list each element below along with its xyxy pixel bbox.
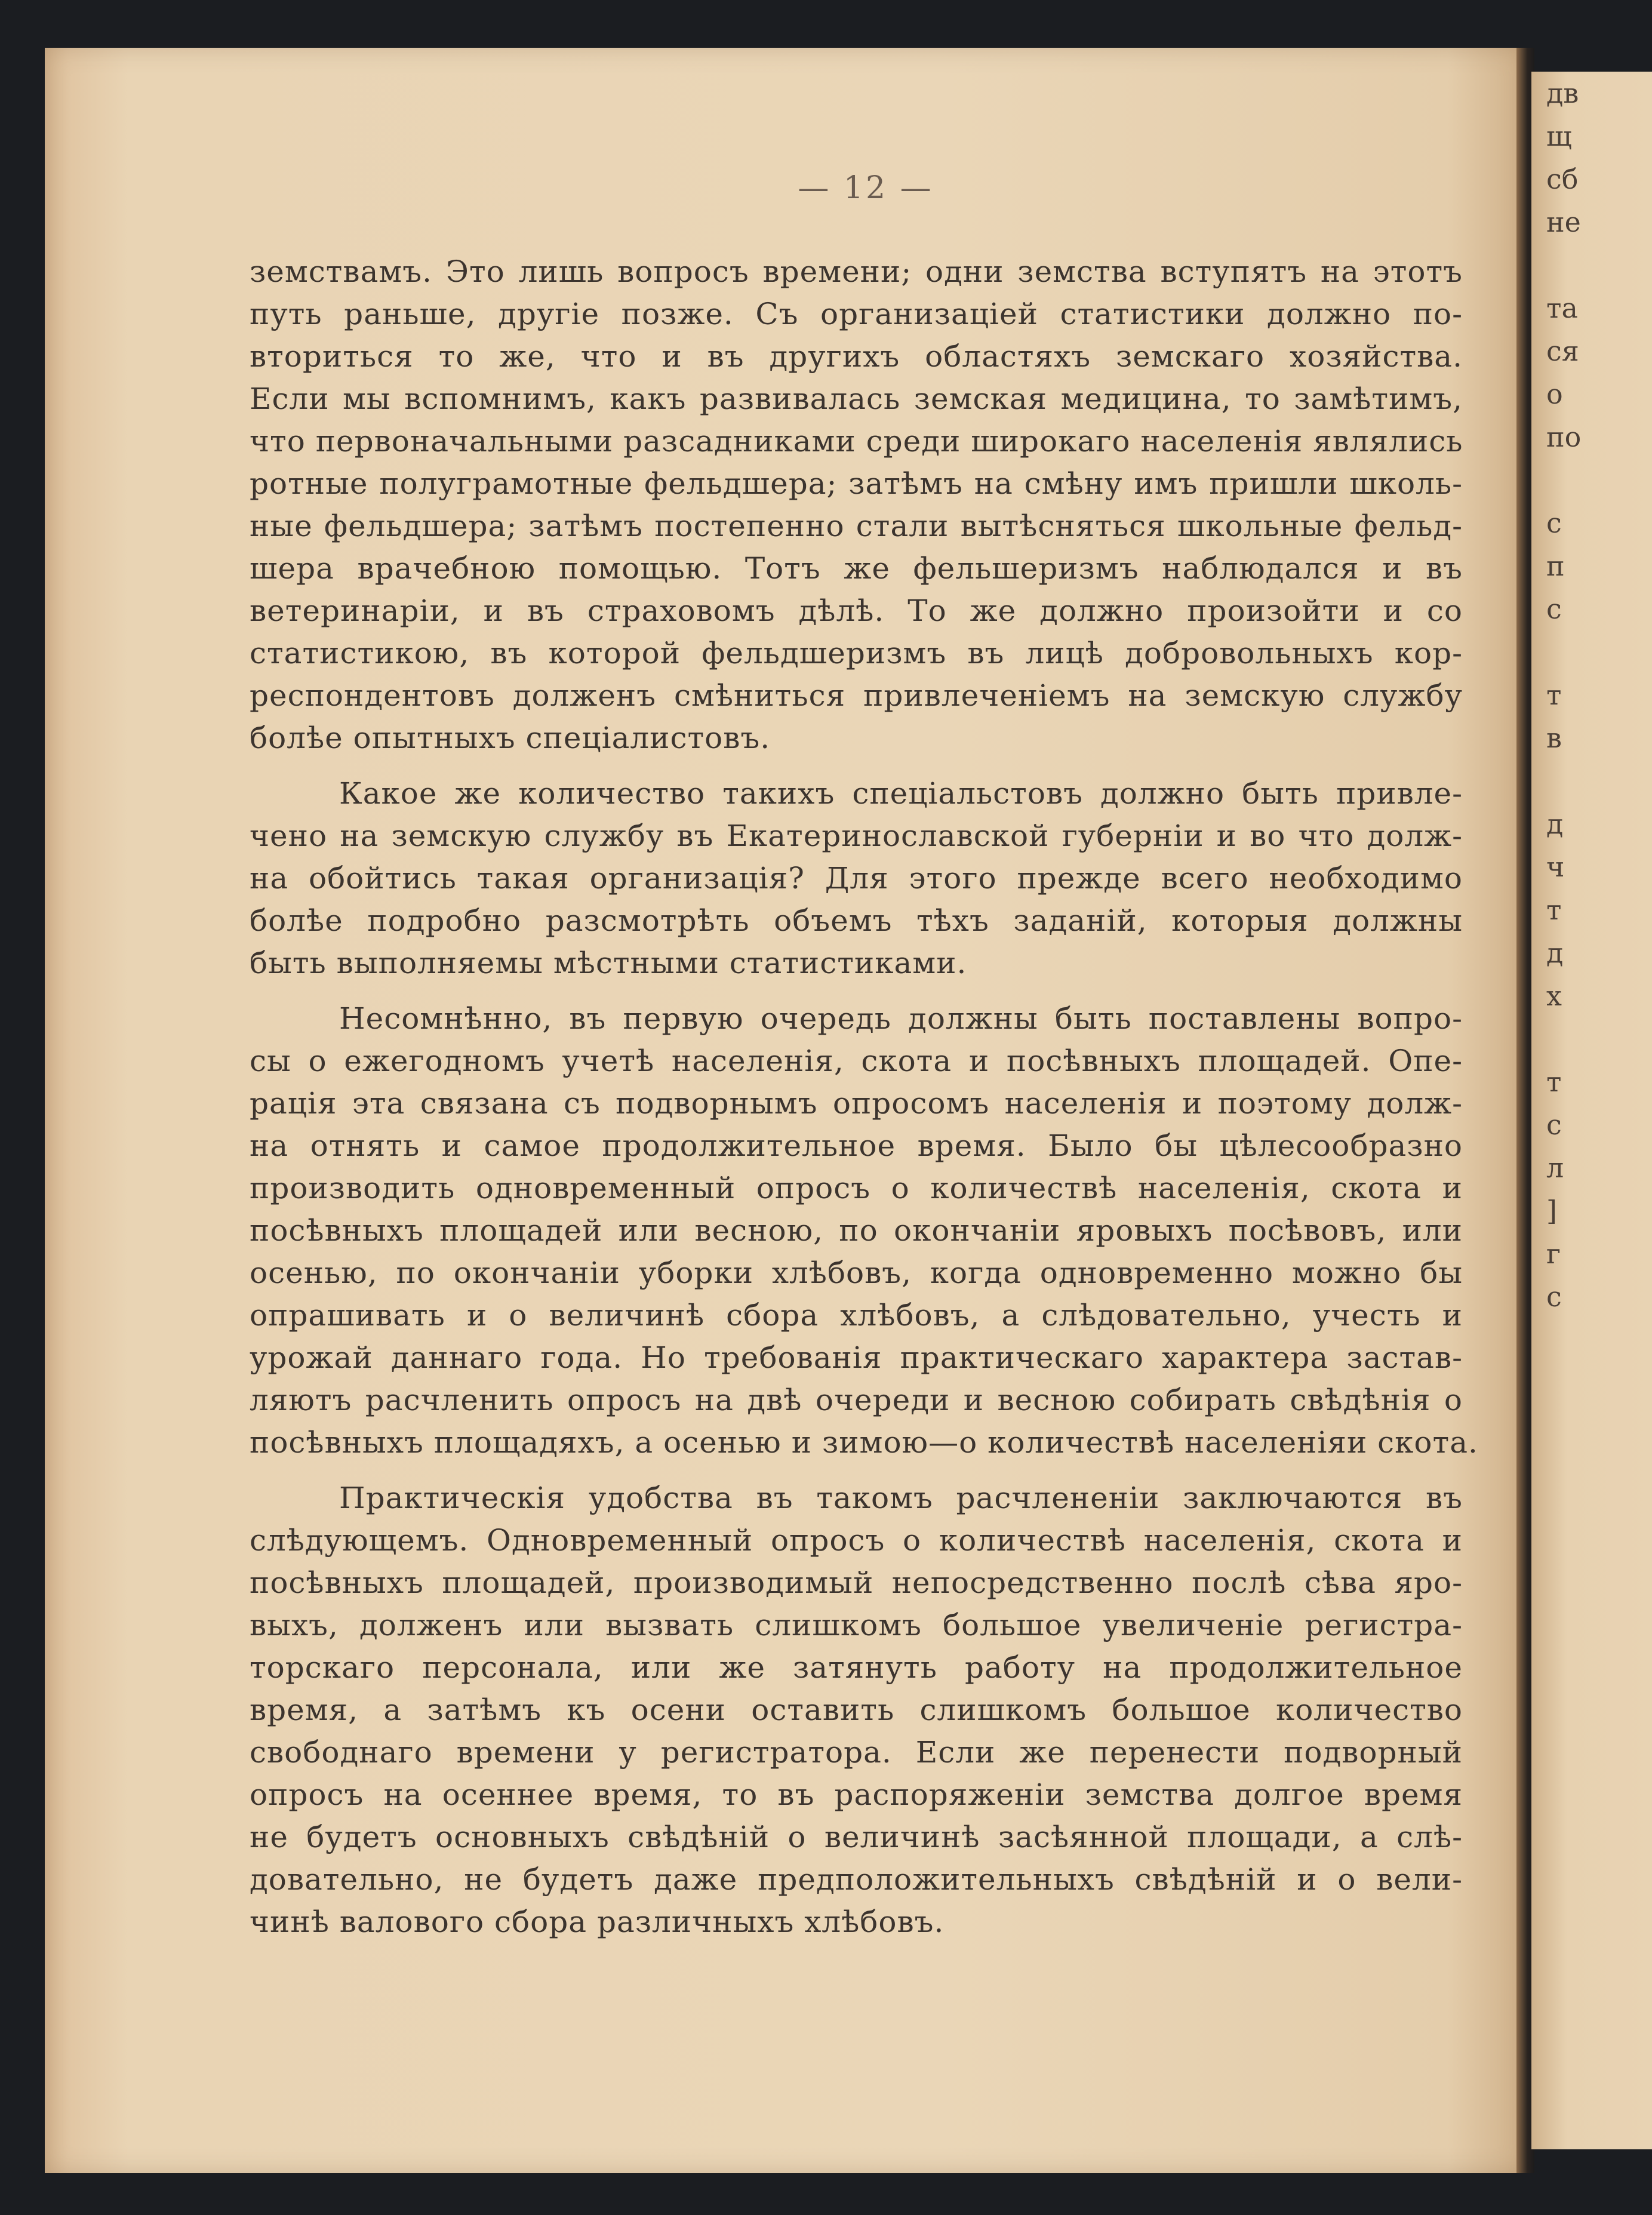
paragraph: [250, 1477, 1463, 1943]
adjacent-page-fragment: г: [1546, 1238, 1561, 1270]
page-number: — 12 —: [798, 170, 934, 206]
adjacent-page-text: [1546, 72, 1652, 2149]
text-line: время, а затѣмъ къ осени оставить слишкомъ большое количество: [250, 1693, 1463, 1727]
text-line: не будетъ основныхъ свѣдѣній о величинѣ засѣянной площади, а слѣ-: [250, 1820, 1463, 1854]
adjacent-page-fragment: с: [1546, 1109, 1562, 1141]
paragraph: [250, 251, 1463, 759]
text-line: Если мы вспомнимъ, какъ развивалась земская медицина, то замѣтимъ,: [250, 382, 1463, 416]
text-line: шера врачебною помощью. Тотъ же фельшеризмъ наблюдался и въ: [250, 551, 1463, 586]
text-line: респондентовъ долженъ смѣниться привлеченіемъ на земскую службу: [250, 678, 1463, 713]
text-line: Какое же количество такихъ спеціальстовъ должно быть привле-: [339, 776, 1463, 811]
adjacent-page-fragment: дв: [1546, 77, 1579, 109]
text-line: ные фельдшера; затѣмъ постепенно стали вытѣсняться школьные фельд-: [250, 509, 1463, 543]
adjacent-page-fragment: сб: [1546, 163, 1579, 195]
adjacent-page-fragment: о: [1546, 378, 1563, 410]
adjacent-page-fragment: х: [1546, 980, 1562, 1012]
text-line: вториться то же, что и въ другихъ областяхъ земскаго хозяйства.: [250, 339, 1463, 374]
text-line: осенью, по окончаніи уборки хлѣбовъ, когда одновременно можно бы: [250, 1256, 1463, 1290]
adjacent-page-fragment: т: [1546, 894, 1562, 926]
text-line: посѣвныхъ площадяхъ, а осенью и зимою—о количествѣ населеніяи скота.: [250, 1425, 1478, 1460]
text-line: выхъ, долженъ или вызвать слишкомъ большое увеличеніе регистра-: [250, 1608, 1463, 1642]
adjacent-page-fragment: [1546, 759, 1652, 802]
adjacent-page-fragment: [1546, 1017, 1652, 1060]
adjacent-page-fragment: [1546, 459, 1652, 502]
text-line: опросъ на осеннее время, то въ распоряженіи земства долгое время: [250, 1777, 1463, 1812]
text-line: земствамъ. Это лишь вопросъ времени; одни земства вступятъ на этотъ: [250, 254, 1463, 289]
adjacent-page-fragment: ч: [1546, 851, 1565, 883]
paragraph: [250, 998, 1478, 1464]
adjacent-page-fragment: с: [1546, 1281, 1562, 1313]
adjacent-page-fragment: д: [1546, 808, 1564, 840]
adjacent-page-fragment: не: [1546, 206, 1581, 238]
text-line: посѣвныхъ площадей или весною, по окончаніи яровыхъ посѣвовъ, или: [250, 1213, 1463, 1248]
adjacent-page-fragment: л: [1546, 1152, 1564, 1184]
paragraph: [250, 773, 1463, 985]
text-line: болѣе опытныхъ спеціалистовъ.: [250, 721, 771, 755]
text-line: быть выполняемы мѣстными статистиками.: [250, 946, 967, 980]
text-line: ляютъ расчленить опросъ на двѣ очереди и весною собирать свѣдѣнія о: [250, 1383, 1463, 1417]
text-line: на обойтись такая организація? Для этого прежде всего необходимо: [250, 861, 1463, 896]
text-line: свободнаго времени у регистратора. Если же перенести подворный: [250, 1735, 1463, 1770]
text-line: торскаго персонала, или же затянуть работу на продолжительное: [250, 1650, 1463, 1685]
text-line: статистикою, въ которой фельдшеризмъ въ лицѣ добровольныхъ кор-: [250, 636, 1463, 670]
adjacent-page-fragment: [1546, 630, 1652, 673]
adjacent-page-fragment: щ: [1546, 120, 1572, 152]
adjacent-page-fragment: п: [1546, 550, 1565, 582]
text-line: довательно, не будетъ даже предположительныхъ свѣдѣній и о вели-: [250, 1862, 1463, 1897]
text-line: опрашивать и о величинѣ сбора хлѣбовъ, а слѣдовательно, учесть и: [250, 1298, 1463, 1333]
adjacent-page-fragment: та: [1546, 292, 1578, 324]
text-line: болѣе подробно разсмотрѣть объемъ тѣхъ заданій, которыя должны: [250, 903, 1463, 938]
text-line: рація эта связана съ подворнымъ опросомъ населенія и поэтому долж-: [250, 1086, 1463, 1121]
text-line: Практическія удобства въ такомъ расчлененіи заключаются въ: [339, 1481, 1463, 1515]
text-line: урожай даннаго года. Но требованія практическаго характера застав-: [250, 1340, 1463, 1375]
text-line: чинѣ валового сбора различныхъ хлѣбовъ.: [250, 1905, 945, 1939]
text-line: путь раньше, другіе позже. Съ организаціей статистики должно по-: [250, 297, 1463, 331]
adjacent-page-fragment: т: [1546, 679, 1562, 711]
adjacent-page-fragment: т: [1546, 1066, 1562, 1098]
adjacent-page-fragment: с: [1546, 507, 1562, 539]
text-line: ветеринаріи, и въ страховомъ дѣлѣ. То же должно произойти и со: [250, 593, 1463, 628]
text-line: ротные полуграмотные фельдшера; затѣмъ на смѣну имъ пришли школь-: [250, 466, 1463, 501]
text-line: производить одновременный опросъ о количествѣ населенія, скота и: [250, 1171, 1463, 1205]
adjacent-page-fragment: в: [1546, 722, 1562, 754]
adjacent-page-fragment: с: [1546, 593, 1562, 625]
text-line: чено на земскую службу въ Екатеринославской губерніи и во что долж-: [250, 819, 1463, 853]
text-line: Несомнѣнно, въ первую очередь должны быть поставлены вопро-: [339, 1001, 1463, 1036]
body-text: [250, 251, 1478, 1956]
adjacent-page-fragment: ся: [1546, 335, 1579, 367]
adjacent-page-fragment: по: [1546, 421, 1582, 453]
adjacent-page-fragment: [1546, 244, 1652, 287]
text-line: посѣвныхъ площадей, производимый непосредственно послѣ сѣва яро-: [250, 1565, 1463, 1600]
adjacent-page-fragment: д: [1546, 937, 1564, 969]
adjacent-page-fragment: ]: [1546, 1195, 1557, 1227]
text-line: на отнять и самое продолжительное время. Было бы цѣлесообразно: [250, 1128, 1463, 1163]
text-line: слѣдующемъ. Одновременный опросъ о количествѣ населенія, скота и: [250, 1523, 1463, 1558]
text-line: сы о ежегодномъ учетѣ населенія, скота и посѣвныхъ площадей. Опе-: [250, 1044, 1463, 1078]
text-line: что первоначальными разсадниками среди широкаго населенія являлись: [250, 424, 1463, 459]
